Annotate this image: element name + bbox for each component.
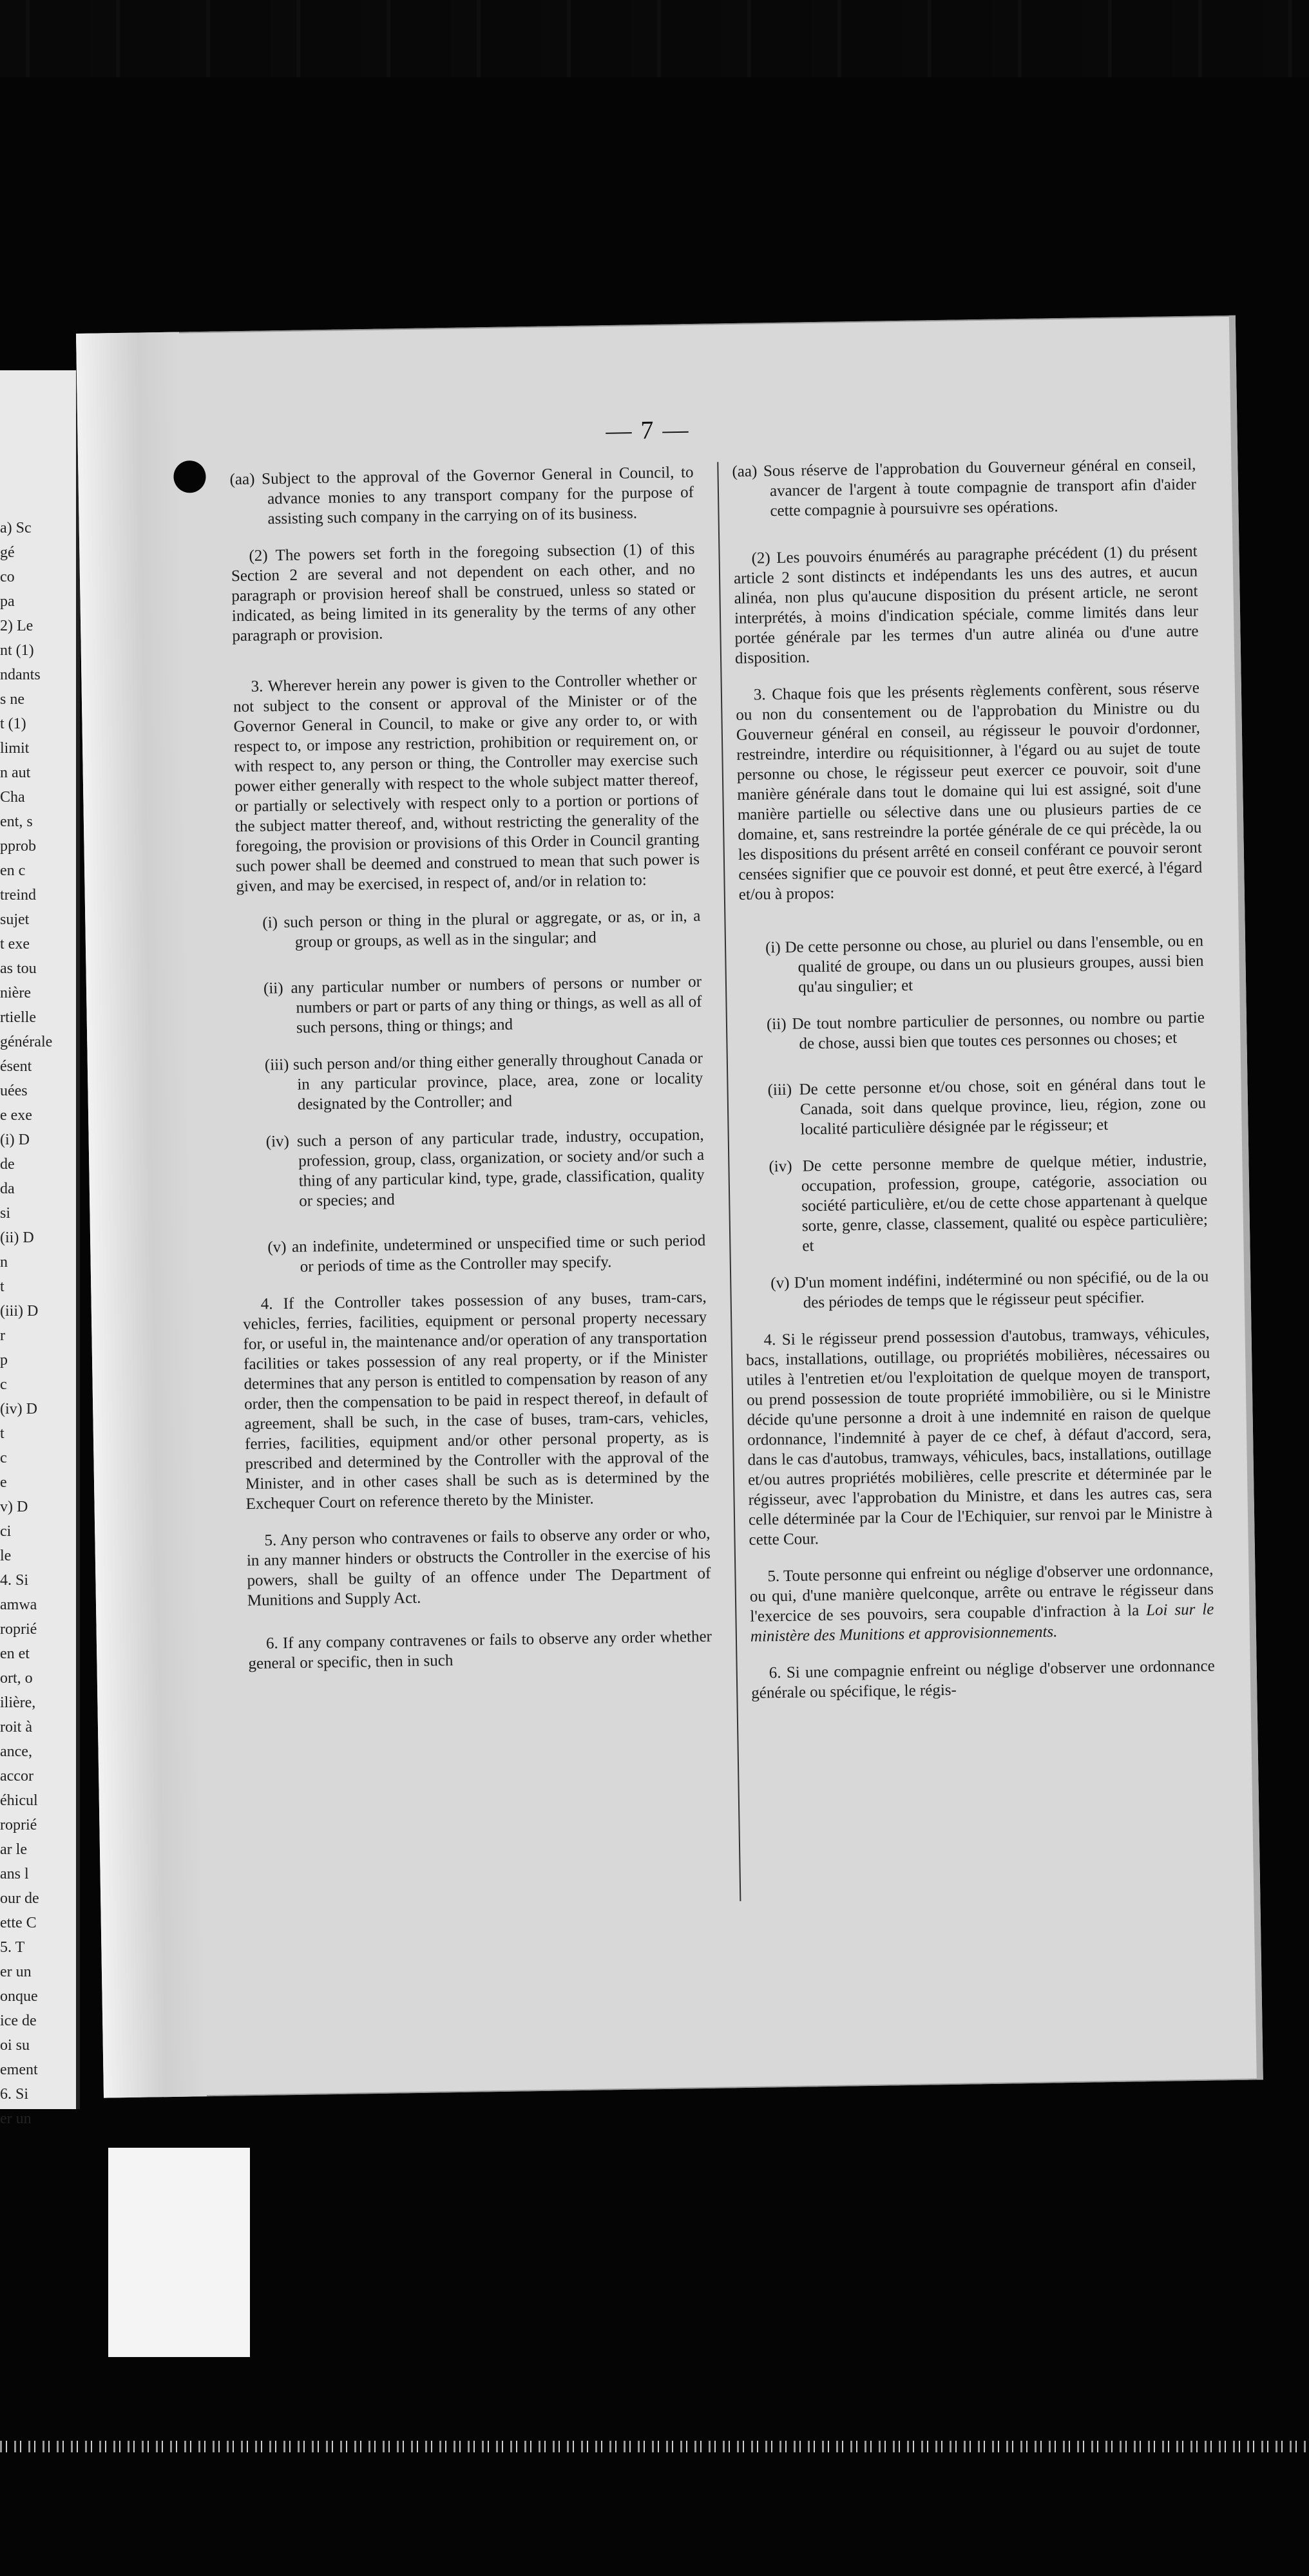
adjacent-page-text: éhicul bbox=[0, 1792, 38, 1809]
fr-p5-text: 5. Toute personne qui enfreint ou néglige d'observer une ordonnance, ou qui, d'une manière quelconque, arrête ou entrave le régisseur dans l'exercice de ses pouvoirs, sera coupable d'infraction à la bbox=[749, 1560, 1214, 1625]
adjacent-page-text: a) Sc bbox=[0, 520, 32, 536]
en-paragraph-5: 5. Any person who contravenes or fails to observe any order or who, in any manner hinders or obstructs the Controller in the exercise of his powers, shall be guilty of an offence under The Department of Munitions and Supply Act. bbox=[246, 1524, 711, 1610]
en-aa-marker: (aa) bbox=[229, 470, 255, 489]
en-paragraph-aa bbox=[229, 462, 694, 529]
adjacent-page-text: uées bbox=[0, 1083, 28, 1099]
en-paragraph-6: 6. If any company contravenes or fails to observe any order whether general or specific, then in such bbox=[248, 1627, 712, 1673]
en-item-i bbox=[236, 906, 701, 953]
adjacent-page-text: 5. T bbox=[0, 1939, 25, 1956]
en-paragraph-3: 3. Wherever herein any power is given to the Controller whether or not subject to the consent or approval of the Minister or of the Governor General in Council, to make or give any order to, or with respect to, or impose any restriction, prohibition or requirement on, or with respect to, any person or thing, the Controller may exercise such power either generally with respect to the whole subject matter thereof, or partially or selectively with respect only to a portion or portions of the subject matter thereof, and, without restricting the generality of the foregoing, the provision or provisions of this Order in Council granting such power shall be deemed and construed to mean that such power is given, and may be exercised, in respect of, and/or in relation to: bbox=[233, 670, 700, 896]
page-number: — 7 — bbox=[606, 415, 690, 446]
fr-item-iv-marker: (iv) bbox=[769, 1157, 792, 1176]
adjacent-page-text: r bbox=[0, 1327, 5, 1344]
adjacent-page-text: accor bbox=[0, 1768, 33, 1785]
en-item-v bbox=[242, 1231, 706, 1278]
fr-item-i-text: De cette personne ou chose, au pluriel ou dans l'ensemble, ou en qualité de groupe, ou dans un ou plusieurs groupes, aussi bien qu'au singulier; et bbox=[785, 932, 1204, 996]
en-item-ii bbox=[238, 972, 702, 1039]
adjacent-page-text: ans l bbox=[0, 1866, 29, 1882]
fr-paragraph-5 bbox=[749, 1560, 1214, 1647]
document-page bbox=[76, 316, 1263, 2098]
page-edge bbox=[1229, 316, 1263, 2080]
adjacent-page-text: limit bbox=[0, 740, 30, 757]
adjacent-page-text: da bbox=[0, 1180, 15, 1197]
fr-item-ii bbox=[741, 1008, 1205, 1055]
adjacent-page-text: e exe bbox=[0, 1107, 32, 1124]
adjacent-page-text: s ne bbox=[0, 691, 24, 708]
adjacent-page-text: ort, o bbox=[0, 1670, 33, 1687]
fr-item-iii-text: De cette personne et/ou chose, soit en général dans tout le Canada, soit dans quelque province, lieu, région, zone ou localité particulière désignée par le régisseur; et bbox=[799, 1074, 1207, 1139]
adjacent-page-text: ent, s bbox=[0, 813, 33, 830]
en-item-v-marker: (v) bbox=[267, 1238, 287, 1256]
french-column bbox=[732, 455, 1216, 1720]
fr-item-v-text: D'un moment indéfini, indéterminé ou non spécifié, ou de la ou des périodes de temps que le régisseur peut spécifier. bbox=[794, 1267, 1209, 1312]
adjacent-page-text: ésent bbox=[0, 1058, 32, 1075]
adjacent-page-text: amwa bbox=[0, 1596, 37, 1613]
white-target-card bbox=[108, 2148, 250, 2357]
fr-item-v bbox=[745, 1267, 1209, 1314]
adjacent-page-text: (ii) D bbox=[0, 1229, 34, 1246]
fr-item-iv bbox=[743, 1150, 1208, 1257]
fr-paragraph-6: 6. Si une compagnie enfreint ou néglige d'observer une ordonnance générale ou spécifique, le régis- bbox=[751, 1657, 1215, 1702]
fr-p5-act-title: Loi sur le ministère des Munitions et approvisionnements. bbox=[750, 1600, 1214, 1645]
adjacent-page-text: t exe bbox=[0, 936, 30, 952]
fr-item-iii-marker: (iii) bbox=[767, 1081, 792, 1099]
en-item-iii-text: such person and/or thing either generally throughout Canada or in any particular province, place, area, zone or locality designated by the Controller; and bbox=[292, 1049, 703, 1113]
film-edge-strip bbox=[0, 2441, 1309, 2452]
adjacent-page-text: ance, bbox=[0, 1743, 32, 1760]
adjacent-page-text: er un bbox=[0, 1964, 32, 1980]
fr-item-iii bbox=[741, 1074, 1206, 1141]
adjacent-page-text: (iv) D bbox=[0, 1401, 37, 1417]
adjacent-page-text: roprié bbox=[0, 1621, 37, 1638]
adjacent-page-text: t bbox=[0, 1278, 5, 1295]
adjacent-page-text: ilière, bbox=[0, 1694, 36, 1711]
adjacent-page-text: er un bbox=[0, 2110, 32, 2127]
adjacent-page-text: ette C bbox=[0, 1915, 37, 1931]
adjacent-page-text: en et bbox=[0, 1645, 30, 1662]
en-item-i-marker: (i) bbox=[262, 914, 278, 932]
en-item-iv-text: such a person of any particular trade, industry, occupation, profession, group, class, organization, or society and/or such a thing of any particular kind, type, grade, classification, quality or species; and bbox=[296, 1126, 705, 1210]
adjacent-page-text: roprié bbox=[0, 1817, 37, 1833]
adjacent-page-text: t (1) bbox=[0, 715, 26, 732]
fr-paragraph-3: 3. Chaque fois que les présents règlements confèrent, sous réserve ou non du consentement ou de l'approbation du Ministre ou du Gouverneur général en conseil, au régisseur le pouvoir d'ordonner, restreindre, interdire ou réquisitionner, à l'égard ou au sujet de toute personne ou chose, le régisseur peut exercer ce pouvoir, soit d'une manière générale dans tout le domaine qui lui est assigné, soit d'une manière partielle ou sélective dans une ou plusieurs parties de ce domaine, et, sans restreindre la portée générale de ce qui précède, la ou les dispositions du présent arrêté en conseil conférant ce pouvoir seront censées signifier que ce pouvoir est donné, et peut être exercé, à l'égard et/ou à propos: bbox=[736, 679, 1203, 904]
adjacent-page-text: Cha bbox=[0, 789, 25, 806]
adjacent-page-text: 6. Si bbox=[0, 2086, 29, 2103]
scan-border-top bbox=[0, 0, 1309, 77]
fr-item-i-marker: (i) bbox=[765, 938, 781, 957]
page-shadow bbox=[76, 332, 207, 2098]
fr-item-ii-text: De tout nombre particulier de personnes, ou nombre ou partie de chose, aussi bien que toutes ces personnes ou choses; et bbox=[792, 1009, 1205, 1053]
adjacent-page-text: 4. Si bbox=[0, 1572, 29, 1589]
adjacent-page-text: sujet bbox=[0, 911, 30, 928]
en-item-ii-marker: (ii) bbox=[263, 980, 283, 998]
adjacent-page-text: roit à bbox=[0, 1719, 32, 1736]
en-item-iii bbox=[239, 1048, 703, 1115]
fr-paragraph-aa bbox=[732, 455, 1196, 522]
fr-item-iv-text: De cette personne membre de quelque métier, industrie, occupation, profession, groupe, catégorie, association ou société particulière, et/ou de cette chose appartenant à quelque sorte, genre, classe, classement, qualité ou espèce particulière; et bbox=[801, 1151, 1209, 1255]
fr-item-v-marker: (v) bbox=[770, 1274, 790, 1293]
adjacent-page-text: de bbox=[0, 1156, 15, 1173]
en-item-ii-text: any particular number or numbers of persons or number or numbers or part or parts of any thing or things, as well as all of such persons, thing or things; and bbox=[291, 972, 702, 1037]
adjacent-page-text: pa bbox=[0, 593, 15, 610]
fr-paragraph-4: 4. Si le régisseur prend possession d'autobus, tramways, véhicules, bacs, installations, outillage, ou propriétés mobilières, nécessaires ou utiles à l'entretien et/ou l'exploitation de quelque moyen de transport, ou prend possession de toute propriété immobilière, ou si le Ministre décide qu'une personne a droit à une indemnité en raison de quelque ordonnance, l'indemnité à payer de ce chef, à défaut d'accord, sera, dans le cas d'autobus, tramways, véhicules, bacs, installations, outillage et/ou autres propriétés mobilières, celle prescrite et déterminée par le régisseur, avec l'approbation du Ministre, et dans les autres cas, sera celle déterminée par la Cour de l'Echiquier, sur renvoi par le Ministre à cette Cour. bbox=[745, 1324, 1213, 1549]
adjacent-page-fragment bbox=[0, 370, 80, 2127]
adjacent-page-text: ice de bbox=[0, 2012, 37, 2029]
adjacent-page-text: ement bbox=[0, 2061, 38, 2078]
adjacent-page-text: oi su bbox=[0, 2037, 30, 2054]
adjacent-page-text: 2) Le bbox=[0, 618, 33, 634]
en-item-i-text: such person or thing in the plural or aggregate, or as, or in, a group or groups, as well as in the singular; and bbox=[283, 907, 701, 951]
adjacent-page-text: treind bbox=[0, 887, 36, 904]
adjacent-page-text: ar le bbox=[0, 1841, 27, 1858]
adjacent-page-text: rtielle bbox=[0, 1009, 36, 1026]
adjacent-page-text: co bbox=[0, 569, 15, 585]
adjacent-page-text: t bbox=[0, 1425, 5, 1442]
adjacent-page-text: c bbox=[0, 1450, 7, 1466]
adjacent-page-text: ci bbox=[0, 1523, 12, 1540]
english-column bbox=[229, 462, 712, 1690]
adjacent-page-text: nière bbox=[0, 985, 31, 1001]
adjacent-page-text: générale bbox=[0, 1034, 53, 1050]
adjacent-page-text: p bbox=[0, 1352, 8, 1368]
adjacent-page-text: en c bbox=[0, 862, 26, 879]
en-paragraph-2: (2) The powers set forth in the foregoing subsection (1) of this Section 2 are several and not dependent on each other, and no paragraph or provision hereof shall be construed, unless so stated or indicated, as being limited in its generality by the terms of any other paragraph or provision. bbox=[231, 540, 696, 645]
en-item-v-text: an indefinite, undetermined or unspecified time or such period or periods of time as the Controller may specify. bbox=[291, 1231, 706, 1276]
adjacent-page-text: nt (1) bbox=[0, 642, 34, 659]
en-item-iv bbox=[240, 1125, 705, 1212]
adjacent-page-text: c bbox=[0, 1376, 7, 1393]
fr-item-i bbox=[740, 931, 1204, 998]
fr-item-ii-marker: (ii) bbox=[766, 1015, 787, 1034]
adjacent-page-text: our de bbox=[0, 1890, 39, 1907]
en-paragraph-4: 4. If the Controller takes possession of any buses, tram-cars, vehicles, ferries, facilities, equipment or personal property necessary for, or useful in, the maintenance and/or operation of any transportation facilities or takes possession of any real property, or if the Minister determines that any person is entitled to compensation by reason of any order, then the compensation to be paid in respect thereof, in default of agreement, shall be such, in the case of buses, tram-cars, vehicles, ferries, facilities, equipment and/or other personal property, as is prescribed and determined by the Controller with the approval of the Minister, and in other cases shall be such as is determined by the Exchequer Court on reference thereto by the Minister. bbox=[242, 1288, 710, 1513]
punch-hole-icon bbox=[173, 460, 206, 493]
adjacent-page-text: pprob bbox=[0, 838, 36, 855]
en-aa-text: Subject to the approval of the Governor General in Council, to advance monies to any transport company for the purpose of assisting such company in the carrying on of its business. bbox=[261, 463, 694, 528]
fr-aa-marker: (aa) bbox=[732, 462, 758, 481]
adjacent-page-text: (iii) D bbox=[0, 1303, 39, 1320]
fr-aa-text: Sous réserve de l'approbation du Gouverneur général en conseil, avancer de l'argent à toute compagnie de transport afin d'aider cette compagnie à poursuivre ses opérations. bbox=[763, 455, 1197, 520]
adjacent-page-text: onque bbox=[0, 1988, 38, 2005]
adjacent-page-text: e bbox=[0, 1474, 7, 1491]
adjacent-page-text: as tou bbox=[0, 960, 37, 977]
adjacent-page-text: le bbox=[0, 1548, 12, 1564]
en-item-iv-marker: (iv) bbox=[265, 1132, 290, 1151]
en-item-iii-marker: (iii) bbox=[264, 1056, 289, 1074]
adjacent-page-text: (i) D bbox=[0, 1132, 30, 1148]
adjacent-page-text: si bbox=[0, 1205, 11, 1222]
adjacent-page-text: ndants bbox=[0, 667, 41, 683]
adjacent-page-text: n bbox=[0, 1254, 8, 1271]
fr-paragraph-2: (2) Les pouvoirs énumérés au paragraphe précédent (1) du présent article 2 sont distincts et indépendants les uns des autres, et aucun alinéa, non plus qu'aucune disposition du présent article, ne seront interprétés, à moins d'indication spéciale, comme limités dans leur portée générale par les termes d'un autre alinéa ou d'une autre disposition. bbox=[733, 542, 1199, 667]
adjacent-page-text: v) D bbox=[0, 1499, 28, 1515]
adjacent-page-text: gé bbox=[0, 544, 15, 561]
adjacent-page-text: n aut bbox=[0, 764, 31, 781]
